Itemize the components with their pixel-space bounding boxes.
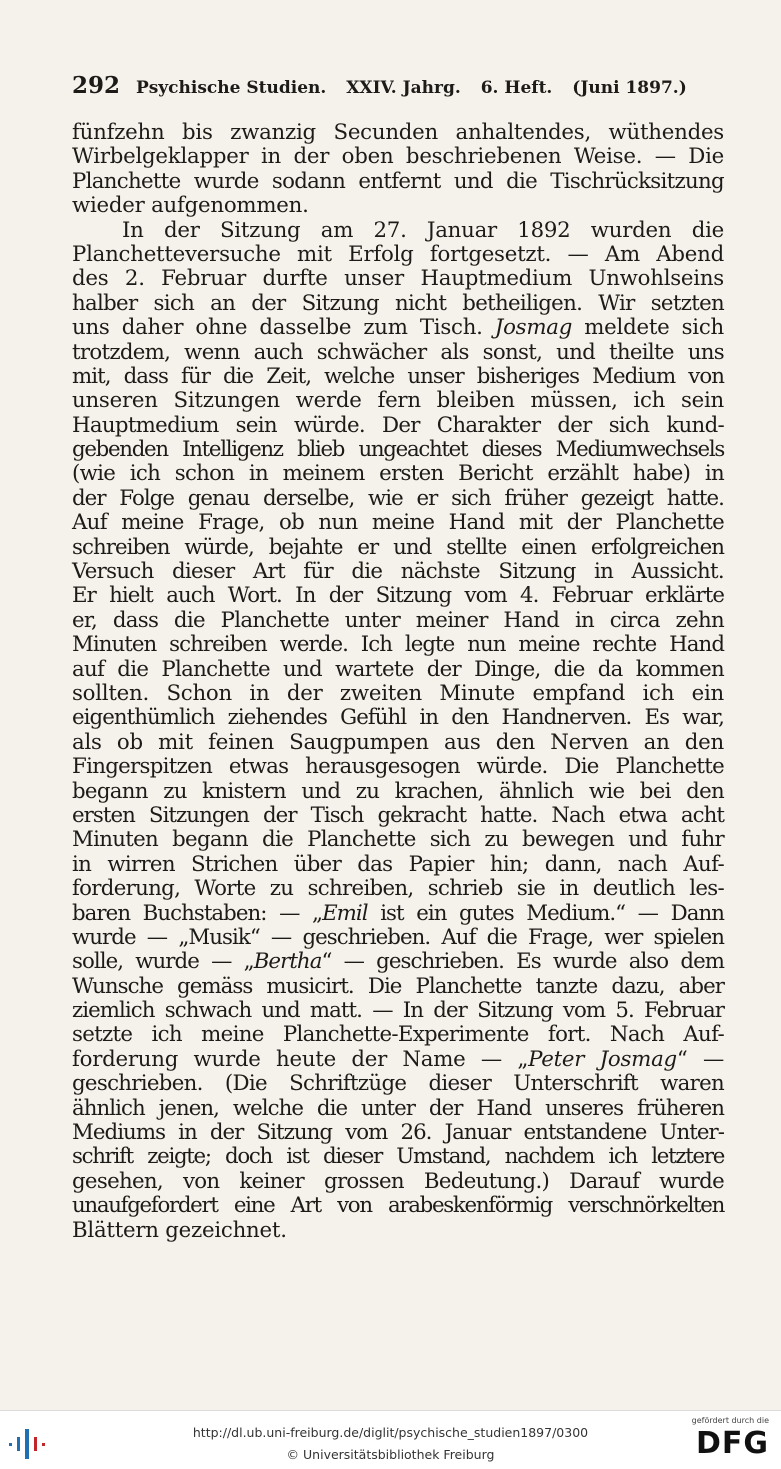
text-line: (wie ich schon in meinem ersten Bericht erzählt habe) in: [72, 461, 724, 487]
text-line: uns daher ohne dasselbe zum Tisch. Josmag meldete sich: [72, 315, 724, 341]
text-line: eigenthümlich ziehendes Gefühl in den Handnerven. Es war,: [72, 705, 724, 731]
text-line: ähnlich jenen, welche die unter der Hand unseres früheren: [72, 1095, 724, 1121]
text-line: unaufgefordert eine Art von arabeskenförmig verschnörkelten: [72, 1193, 724, 1219]
text-line: In der Sitzung am 27. Januar 1892 wurden die: [122, 217, 724, 243]
text-line: Versuch dieser Art für die nächste Sitzung in Aussicht.: [72, 559, 724, 585]
text-line: geschrieben. (Die Schriftzüge dieser Unterschrift waren: [72, 1071, 724, 1097]
text-line: Fingerspitzen etwas herausgesogen würde. Die Planchette: [72, 754, 724, 780]
text-line: trotzdem, wenn auch schwächer als sonst, und theilte uns: [72, 339, 724, 365]
text-line: als ob mit feinen Saugpumpen aus den Nerven an den: [72, 729, 724, 755]
text-line: der Folge genau derselbe, wie er sich früher gezeigt hatte.: [72, 485, 724, 511]
text-line: halber sich an der Sitzung nicht betheiligen. Wir setzten: [72, 290, 724, 316]
text-line: Blättern gezeichnet.: [72, 1217, 287, 1243]
text-line: er, dass die Planchette unter meiner Hand in circa zehn: [72, 607, 724, 633]
funding-text: gefördert durch die: [691, 1416, 769, 1425]
journal-title: Psychische Studien.: [135, 78, 327, 98]
copyright-notice: © Universitätsbibliothek Freiburg: [286, 1447, 495, 1462]
text-line: Minuten schreiben werde. Ich legte nun meine rechte Hand: [72, 632, 724, 658]
text-line: sollten. Schon in der zweiten Minute empfand ich ein: [72, 680, 724, 706]
text-line: forderung, Worte zu schreiben, schrieb sie in deutlich les-: [72, 876, 724, 902]
dfg-logo: DFG: [695, 1426, 769, 1461]
text-line: Planchetteversuche mit Erfolg fortgesetzt. — Am Abend: [72, 241, 724, 267]
text-line: wieder aufgenommen.: [72, 193, 309, 219]
text-line: solle, wurde — „Bertha“ — geschrieben. Es wurde also dem: [72, 949, 724, 975]
body-text: [72, 121, 724, 1243]
text-line: Hauptmedium sein würde. Der Charakter der sich kund-: [72, 412, 724, 438]
text-line: unseren Sitzungen werde fern bleiben müssen, ich sein: [72, 388, 724, 414]
text-line: Wirbelgeklapper in der oben beschriebenen Weise. — Die: [72, 144, 724, 170]
text-line: in wirren Strichen über das Papier hin; dann, nach Auf-: [72, 851, 724, 877]
issue-label: 6. Heft.: [480, 78, 553, 98]
text-line: Er hielt auch Wort. In der Sitzung vom 4. Februar erklärte: [72, 583, 724, 609]
viewer-footer: [0, 1410, 781, 1469]
text-line: schreiben würde, bejahte er und stellte einen erfolgreichen: [72, 534, 724, 560]
text-line: gesehen, von keiner grossen Bedeutung.) Darauf wurde: [72, 1168, 724, 1194]
text-line: fünfzehn bis zwanzig Secunden anhaltendes, wüthendes: [72, 120, 724, 145]
text-line: Planchette wurde sodann entfernt und die Tischrücksitzung: [72, 168, 724, 194]
text-line: ziemlich schwach und matt. — In der Sitzung vom 5. Februar: [72, 998, 724, 1024]
text-line: schrift zeigte; doch ist dieser Umstand, nachdem ich letztere: [72, 1144, 724, 1170]
text-line: Minuten begann die Planchette sich zu bewegen und fuhr: [72, 827, 724, 853]
page-number: 292: [72, 72, 121, 99]
text-line: mit, dass für die Zeit, welche unser bisheriges Medium von: [72, 363, 724, 389]
text-line: Mediums in der Sitzung vom 26. Januar entstandene Unter-: [72, 1120, 724, 1146]
text-line: des 2. Februar durfte unser Hauptmedium Unwohlseins: [72, 266, 724, 292]
text-line: ersten Sitzungen der Tisch gekracht hatte. Nach etwa acht: [72, 802, 724, 828]
text-line: begann zu knistern und zu krachen, ähnlich wie bei den: [72, 778, 724, 804]
text-line: auf die Planchette und wartete der Dinge, die da kommen: [72, 656, 724, 682]
text-line: gebenden Intelligenz blieb ungeachtet dieses Mediumwechsels: [72, 437, 724, 463]
volume-label: XXIV. Jahrg.: [346, 78, 461, 98]
text-line: Wunsche gemäss musicirt. Die Planchette tanzte dazu, aber: [72, 973, 724, 999]
text-line: baren Buchstaben: — „Emil ist ein gutes Medium.“ — Dann: [72, 900, 724, 926]
text-line: forderung wurde heute der Name — „Peter Josmag“ —: [72, 1046, 724, 1072]
text-line: Auf meine Frage, ob nun meine Hand mit der Planchette: [72, 510, 724, 536]
running-header: [72, 72, 712, 99]
text-line: setzte ich meine Planchette-Experimente fort. Nach Auf-: [72, 1022, 724, 1048]
text-line: wurde — „Musik“ — geschrieben. Auf die Frage, wer spielen: [72, 924, 724, 950]
issue-date: (Juni 1897.): [572, 78, 687, 98]
permalink[interactable]: http://dl.ub.uni-freiburg.de/diglit/psychische_studien1897/0300: [192, 1425, 589, 1440]
